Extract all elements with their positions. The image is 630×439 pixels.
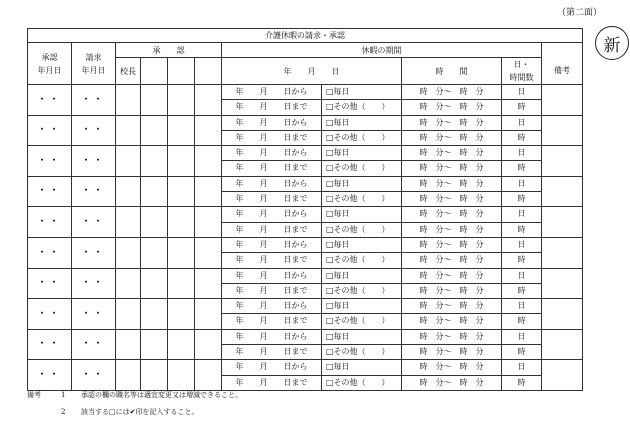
days-cell[interactable]: 日 [502,237,542,252]
notes [27,387,242,421]
time-cell[interactable]: 時 分～ 時 分 [402,100,502,115]
other-checkbox[interactable]: □その他（ ） [322,375,402,390]
approver-seal-cell[interactable] [195,85,222,116]
to-date-cell[interactable]: 年 月 日まで [222,283,322,298]
date-placeholder: ・・ [81,339,106,350]
time-cell[interactable]: 時 分～ 時 分 [402,375,502,390]
remarks-cell[interactable] [542,146,583,177]
time-cell[interactable]: 時 分～ 時 分 [402,329,502,344]
approval-date-cell[interactable] [28,115,72,146]
remarks-cell[interactable] [542,176,583,207]
approver-seal-cell[interactable] [195,115,222,146]
from-date-cell[interactable]: 年 月 日から [222,237,322,252]
date-placeholder: ・・ [81,125,106,136]
other-checkbox[interactable]: □その他（ ） [322,283,402,298]
to-date-cell[interactable]: 年 月 日まで [222,253,322,268]
daily-checkbox[interactable]: □毎日 [322,329,402,344]
approval-date-cell[interactable] [28,85,72,116]
approval-date-cell[interactable] [28,268,72,299]
approver-seal-cell[interactable] [141,176,168,207]
request-date-cell[interactable] [72,268,116,299]
principal-seal-cell[interactable] [116,329,141,360]
date-placeholder: ・・ [37,186,62,197]
hours-cell[interactable]: 時 [502,345,542,360]
approval-date-cell[interactable] [28,207,72,238]
daily-checkbox[interactable]: □毎日 [322,146,402,161]
request-date-cell[interactable] [72,207,116,238]
other-checkbox[interactable]: □その他（ ） [322,130,402,145]
approval-header: 承 認 [116,43,222,58]
other-checkbox[interactable]: □その他（ ） [322,314,402,329]
time-cell[interactable]: 時 分～ 時 分 [402,192,502,207]
days-cell[interactable]: 日 [502,299,542,314]
date-placeholder: ・・ [81,308,106,319]
date-placeholder: ・・ [37,155,62,166]
remarks-cell[interactable] [542,207,583,238]
date-placeholder: ・・ [81,186,106,197]
approver-seal-cell[interactable] [141,237,168,268]
daily-checkbox[interactable]: □毎日 [322,268,402,283]
note-number: 1 [61,391,66,399]
date-placeholder: ・・ [37,339,62,350]
remarks-header: 備考 [542,58,583,85]
approver-seal-cell[interactable] [168,176,195,207]
time-cell[interactable]: 時 分～ 時 分 [402,345,502,360]
time-cell[interactable]: 時 分～ 時 分 [402,222,502,237]
new-stamp: 新 [595,26,629,60]
from-date-cell[interactable]: 年 月 日から [222,176,322,191]
to-date-cell[interactable]: 年 月 日まで [222,375,322,390]
time-cell[interactable]: 時 分～ 時 分 [402,253,502,268]
time-cell[interactable]: 時 分～ 時 分 [402,314,502,329]
approver-seal-cell[interactable] [195,207,222,238]
ymd-header: 年 月 日 [222,58,402,85]
principal-seal-cell[interactable] [116,299,141,330]
approver-seal-cell[interactable] [141,207,168,238]
note-number: 2 [61,408,66,416]
approver-seal-cell[interactable] [141,115,168,146]
approver-seal-cell[interactable] [141,360,168,391]
remarks-cell[interactable] [542,115,583,146]
hours-cell[interactable]: 時 [502,375,542,390]
remarks-cell[interactable] [542,329,583,360]
days-cell[interactable]: 日 [502,360,542,375]
date-placeholder: ・・ [37,247,62,258]
daily-checkbox[interactable]: □毎日 [322,360,402,375]
approver-seal-cell[interactable] [168,115,195,146]
date-placeholder: ・・ [81,278,106,289]
approver-seal-cell[interactable] [168,237,195,268]
days-cell[interactable]: 日 [502,146,542,161]
request-date-cell[interactable] [72,237,116,268]
daily-checkbox[interactable]: □毎日 [322,237,402,252]
time-cell[interactable]: 時 分～ 時 分 [402,176,502,191]
time-cell[interactable]: 時 分～ 時 分 [402,115,502,130]
time-cell[interactable]: 時 分～ 時 分 [402,130,502,145]
days-cell[interactable]: 日 [502,329,542,344]
time-cell[interactable]: 時 分～ 時 分 [402,146,502,161]
page-label: （第二面） [556,8,602,18]
days-cell[interactable]: 日 [502,115,542,130]
approver-seal-cell[interactable] [141,85,168,116]
approver-seal-cell[interactable] [195,268,222,299]
approver-seal-cell[interactable] [141,329,168,360]
other-checkbox[interactable]: □その他（ ） [322,253,402,268]
from-date-cell[interactable]: 年 月 日から [222,299,322,314]
daily-checkbox[interactable]: □毎日 [322,207,402,222]
hours-cell[interactable]: 時 [502,222,542,237]
principal-header: 校長 [116,58,141,85]
approval-date-header: 承認 年月日 [28,43,72,85]
approval-date-cell[interactable] [28,146,72,177]
approver-seal-cell[interactable] [141,268,168,299]
hours-cell[interactable]: 時 [502,192,542,207]
approver-seal-cell[interactable] [141,299,168,330]
date-placeholder: ・・ [81,217,106,228]
daily-checkbox[interactable]: □毎日 [322,115,402,130]
other-checkbox[interactable]: □その他（ ） [322,222,402,237]
approver-seal-cell[interactable] [168,268,195,299]
approver-seal-cell[interactable] [195,146,222,177]
date-placeholder: ・・ [37,125,62,136]
date-placeholder: ・・ [37,278,62,289]
days-cell[interactable]: 日 [502,85,542,100]
time-cell[interactable]: 時 分～ 時 分 [402,85,502,100]
hours-cell[interactable]: 時 [502,283,542,298]
hours-cell[interactable]: 時 [502,314,542,329]
request-date-cell[interactable] [72,299,116,330]
date-placeholder: ・・ [37,217,62,228]
from-date-cell[interactable]: 年 月 日から [222,360,322,375]
to-date-cell[interactable]: 年 月 日まで [222,130,322,145]
date-placeholder: ・・ [81,94,106,105]
time-cell[interactable]: 時 分～ 時 分 [402,299,502,314]
approver-seal-cell[interactable] [168,299,195,330]
principal-seal-cell[interactable] [116,207,141,238]
period-header: 休暇の期間 [222,43,542,58]
from-date-cell[interactable]: 年 月 日から [222,207,322,222]
remarks-cell[interactable] [542,360,583,391]
request-date-cell[interactable] [72,85,116,116]
entry-rows [28,85,583,391]
from-date-cell[interactable]: 年 月 日から [222,115,322,130]
other-checkbox[interactable]: □その他（ ） [322,100,402,115]
request-date-cell[interactable] [72,329,116,360]
request-date-header: 請求 年月日 [72,43,116,85]
principal-seal-cell[interactable] [116,176,141,207]
approver-seal-cell[interactable] [168,146,195,177]
principal-seal-cell[interactable] [116,146,141,177]
days-cell[interactable]: 日 [502,207,542,222]
to-date-cell[interactable]: 年 月 日まで [222,100,322,115]
request-date-cell[interactable] [72,115,116,146]
approval-date-cell[interactable] [28,360,72,391]
request-date-cell[interactable] [72,176,116,207]
daily-checkbox[interactable]: □毎日 [322,299,402,314]
date-placeholder: ・・ [81,247,106,258]
to-date-cell[interactable]: 年 月 日まで [222,222,322,237]
approver-seal-cell[interactable] [195,360,222,391]
date-placeholder: ・・ [81,369,106,380]
principal-seal-cell[interactable] [116,360,141,391]
days-cell[interactable]: 日 [502,176,542,191]
to-date-cell[interactable]: 年 月 日まで [222,345,322,360]
form-title: 介護休暇の請求・承認 [28,29,583,43]
from-date-cell[interactable]: 年 月 日から [222,268,322,283]
time-cell[interactable]: 時 分～ 時 分 [402,268,502,283]
request-date-cell[interactable] [72,146,116,177]
remarks-cell[interactable] [542,299,583,330]
days-cell[interactable]: 日 [502,268,542,283]
approval-date-cell[interactable] [28,176,72,207]
principal-seal-cell[interactable] [116,268,141,299]
approver-seal-cell[interactable] [168,329,195,360]
to-date-cell[interactable]: 年 月 日まで [222,192,322,207]
request-date-cell[interactable] [72,360,116,391]
note-text: 該当する□には✔印を記入すること。 [81,408,199,416]
approver-seal-cell[interactable] [168,85,195,116]
date-placeholder: ・・ [37,369,62,380]
principal-seal-cell[interactable] [116,85,141,116]
days-hours-header: 日・ 時間数 [502,58,542,85]
principal-seal-cell[interactable] [116,115,141,146]
date-placeholder: ・・ [37,94,62,105]
time-cell[interactable]: 時 分～ 時 分 [402,237,502,252]
from-date-cell[interactable]: 年 月 日から [222,146,322,161]
time-cell[interactable]: 時 分～ 時 分 [402,161,502,176]
from-date-cell[interactable]: 年 月 日から [222,329,322,344]
note-text: 承認の欄の職名等は適宜変更又は増減できること。 [81,391,242,399]
time-cell[interactable]: 時 分～ 時 分 [402,283,502,298]
date-placeholder: ・・ [37,308,62,319]
remarks-cell[interactable] [542,85,583,116]
remarks-cell[interactable] [542,268,583,299]
time-header: 時 間 [402,58,502,85]
to-date-cell[interactable]: 年 月 日まで [222,314,322,329]
daily-checkbox[interactable]: □毎日 [322,176,402,191]
approver-seal-cell[interactable] [168,207,195,238]
leave-request-form [27,28,583,391]
approver-seal-cell[interactable] [195,299,222,330]
daily-checkbox[interactable]: □毎日 [322,85,402,100]
approver-seal-cell[interactable] [195,329,222,360]
hours-cell[interactable]: 時 [502,161,542,176]
from-date-cell[interactable]: 年 月 日から [222,85,322,100]
hours-cell[interactable]: 時 [502,253,542,268]
approval-date-cell[interactable] [28,299,72,330]
notes-label: 備考 [27,391,41,399]
approver-seal-cell[interactable] [141,146,168,177]
hours-cell[interactable]: 時 [502,130,542,145]
approval-date-cell[interactable] [28,237,72,268]
approval-date-cell[interactable] [28,329,72,360]
approver-seal-cell[interactable] [195,237,222,268]
to-date-cell[interactable]: 年 月 日まで [222,161,322,176]
time-cell[interactable]: 時 分～ 時 分 [402,207,502,222]
approver-seal-cell[interactable] [168,360,195,391]
time-cell[interactable]: 時 分～ 時 分 [402,360,502,375]
remarks-cell[interactable] [542,237,583,268]
approver-seal-cell[interactable] [195,176,222,207]
date-placeholder: ・・ [81,155,106,166]
other-checkbox[interactable]: □その他（ ） [322,192,402,207]
hours-cell[interactable]: 時 [502,100,542,115]
principal-seal-cell[interactable] [116,237,141,268]
other-checkbox[interactable]: □その他（ ） [322,161,402,176]
other-checkbox[interactable]: □その他（ ） [322,345,402,360]
